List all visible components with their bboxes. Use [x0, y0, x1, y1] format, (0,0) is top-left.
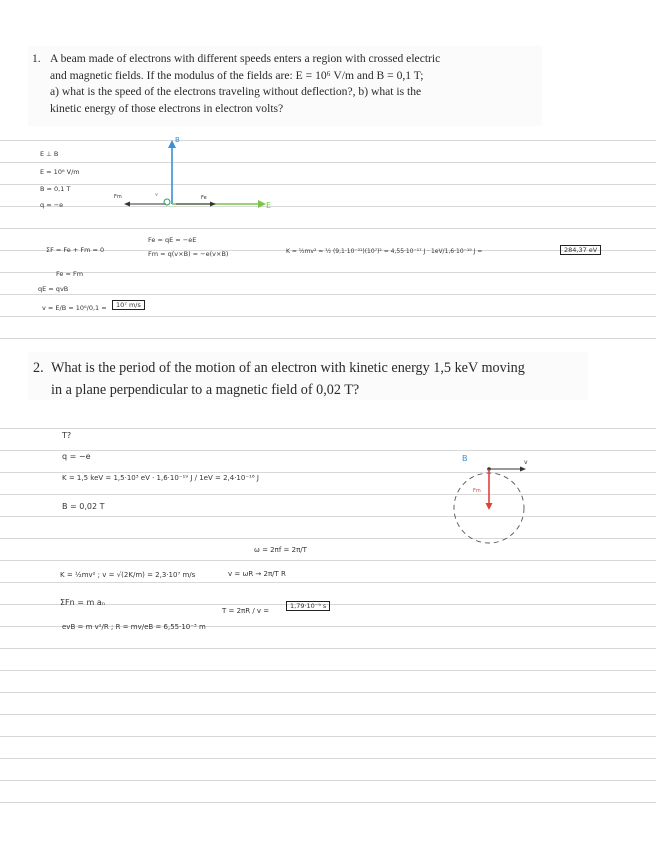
p2-omega2: v = ωR → 2π/T R: [228, 570, 286, 578]
p2-given-t: T?: [62, 431, 72, 440]
p2-radius-calc: evB = m v²/R ; R = mv/eB = 6,55·10⁻³ m: [62, 623, 206, 631]
p2-given-b: B = 0,02 T: [62, 502, 105, 511]
p2-orbit-diagram: [440, 448, 540, 552]
p2-b-label: B: [462, 454, 468, 463]
ruled-line: [0, 692, 656, 693]
ruled-line: [0, 162, 656, 163]
ruled-line: [0, 494, 656, 495]
p2-period-calc: T = 2πR / v =: [222, 607, 270, 615]
ruled-line: [0, 338, 656, 339]
problem1-line: and magnetic fields. If the modulus of the fields are: E = 10⁶ V/m and B = 0,1 T;: [50, 68, 424, 82]
e-arrowhead-icon: [258, 200, 266, 208]
b-label: B: [175, 136, 180, 144]
problem2-line: What is the period of the motion of an electron with kinetic energy 1,5 keV moving: [51, 360, 525, 376]
p1-energy-result: 284,37 eV: [560, 245, 601, 255]
ruled-line: [0, 736, 656, 737]
ruled-line: [0, 516, 656, 517]
p2-given-q: q = −e: [62, 452, 91, 461]
p1-force-fm: Fm = q(v×B) = −e(v×B): [148, 250, 229, 258]
p1-given-q: q = −e: [40, 201, 64, 209]
ruled-line: [0, 428, 656, 429]
p1-speed-calc: v = E/B = 10⁶/0,1 =: [42, 304, 107, 312]
ruled-line: [0, 714, 656, 715]
ruled-line: [0, 450, 656, 451]
p1-given-e: E = 10⁶ V/m: [40, 168, 80, 176]
p2-given-k: K = 1,5 keV = 1,5·10³ eV · 1,6·10⁻¹⁹ J / 1eV = 2,4·10⁻¹⁶ J: [62, 474, 259, 482]
ruled-line: [0, 538, 656, 539]
problem1-line: kinetic energy of those electrons in electron volts?: [50, 101, 284, 115]
ruled-line: [0, 582, 656, 583]
problem2-number: 2.: [33, 360, 44, 376]
ruled-line: [0, 560, 656, 561]
p1-given-b: B = 0,1 T: [40, 185, 71, 193]
p2-omega: ω = 2πf = 2π/T: [254, 546, 307, 554]
electron-icon: [164, 199, 170, 205]
problem2-text: [33, 357, 589, 401]
p1-qe-eq: qE = qvB: [38, 285, 69, 293]
ruled-line: [0, 184, 656, 185]
p2-v-label: v: [524, 459, 528, 466]
ruled-line: [0, 140, 656, 141]
e-label: E: [266, 201, 272, 210]
ruled-line: [0, 802, 656, 803]
problem1-number: 1.: [32, 52, 41, 65]
fm-arrowhead-icon: [124, 202, 130, 207]
p1-given-perp: E ⊥ B: [40, 150, 59, 158]
ruled-line: [0, 316, 656, 317]
p2-fm-arrowhead-icon: [486, 503, 493, 510]
p1-equality: Fe = Fm: [56, 270, 84, 278]
fm-label: Fm: [114, 194, 122, 200]
ruled-line: [0, 472, 656, 473]
ruled-line: [0, 272, 656, 273]
fe-arrowhead-icon: [210, 202, 216, 207]
p1-force-sum: ΣF = Fe + Fm = 0: [46, 246, 105, 254]
v-label: v: [155, 192, 158, 198]
p1-force-fe: Fe = qE = −eE: [148, 236, 197, 244]
fe-label: Fe: [201, 195, 207, 201]
ruled-line: [0, 228, 656, 229]
p2-fm-label: Fm: [473, 488, 481, 494]
ruled-line: [0, 780, 656, 781]
ruled-line: [0, 758, 656, 759]
problem1-text: [32, 51, 542, 117]
p2-k-formula: K = ½mv² ; v = √(2K/m) = 2,3·10⁷ m/s: [60, 571, 196, 579]
p2-period-result: 1,79·10⁻⁹ s: [286, 601, 330, 611]
ruled-line: [0, 294, 656, 295]
p2-velocity-arrowhead-icon: [520, 467, 526, 472]
p2-newton: ΣFn = m aₙ: [60, 598, 105, 607]
ruled-line: [0, 648, 656, 649]
problem1-line: A beam made of electrons with different speeds enters a region with crossed electric: [50, 52, 441, 65]
ruled-line: [0, 670, 656, 671]
p1-speed-result: 10⁷ m/s: [112, 300, 145, 310]
problem1-line: a) what is the speed of the electrons traveling without deflection?, b) what is the: [50, 85, 422, 98]
ruled-line: [0, 206, 656, 207]
p1-energy-calc: K = ½mv² = ½ (9,1·10⁻³¹)(10⁷)² = 4,55·10⁻¹⁷ J · 1eV/1,6·10⁻¹⁹ J =: [286, 248, 483, 255]
problem2-line: in a plane perpendicular to a magnetic field of 0,02 T?: [51, 382, 360, 398]
p1-field-diagram: [100, 132, 290, 222]
